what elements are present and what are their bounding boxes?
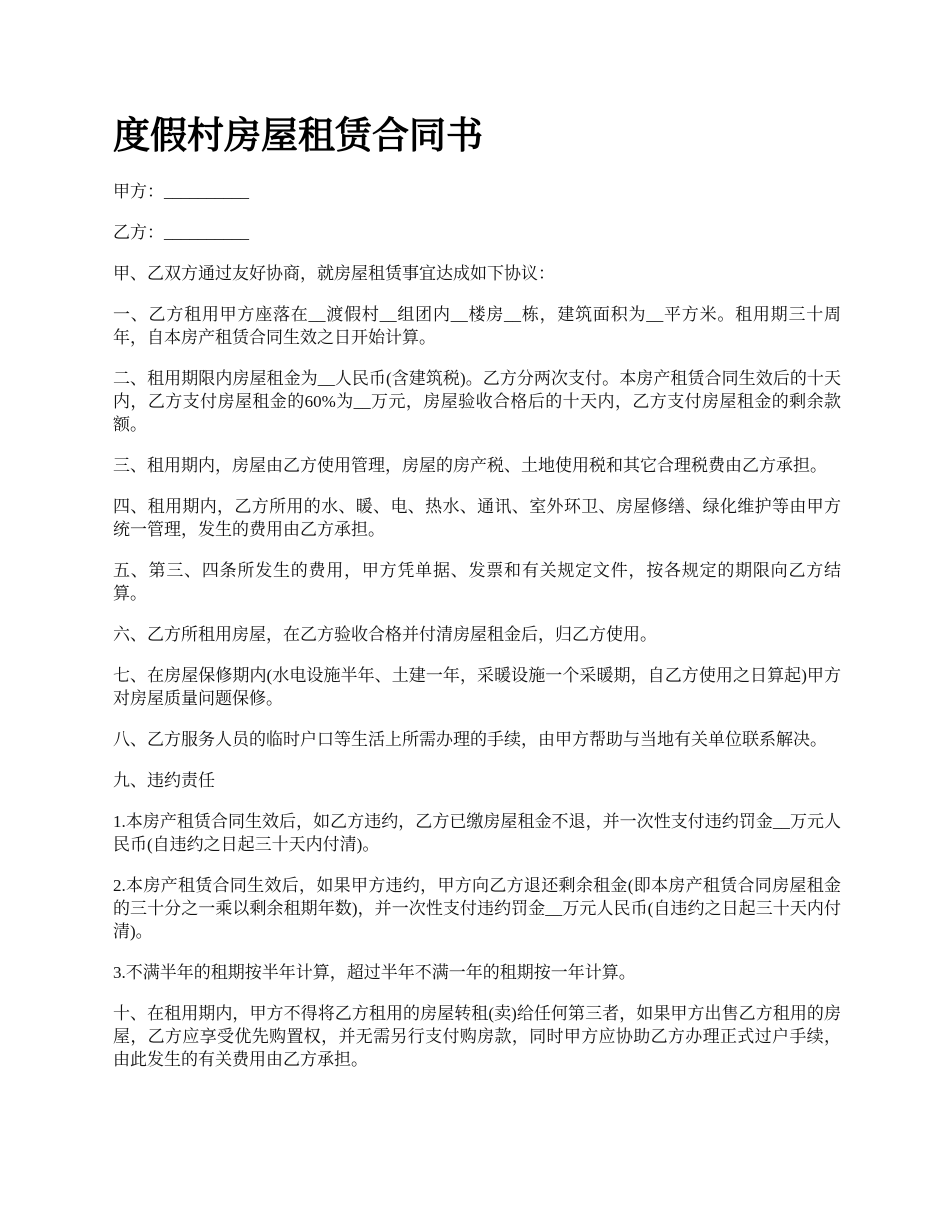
clause-9-item-1: 1.本房产租赁合同生效后，如乙方违约，乙方已缴房屋租金不退，并一次性支付违约罚金__万元人民币(自违约之日起三十天内付清)。 bbox=[113, 812, 841, 854]
clause-6: 六、乙方所租用房屋，在乙方验收合格并付清房屋租金后，归乙方使用。 bbox=[113, 625, 657, 644]
clause-9-item-3: 3.不满半年的租期按半年计算，超过半年不满一年的租期按一年计算。 bbox=[113, 963, 636, 982]
clause-10: 十、在租用期内，甲方不得将乙方租用的房屋转租(卖)给任何第三者，如果甲方出售乙方租用的房屋，乙方应享受优先购置权，并无需另行支付购房款，同时甲方应协助乙方办理正式过户手续，由此发生的有关费用由乙方承担。 bbox=[113, 1004, 841, 1069]
clause-5: 五、第三、四条所发生的费用，甲方凭单据、发票和有关规定文件，按各规定的期限向乙方结算。 bbox=[113, 561, 841, 603]
document-title: 度假村房屋租赁合同书 bbox=[113, 114, 483, 157]
clause-4: 四、租用期内，乙方所用的水、暖、电、热水、通讯、室外环卫、房屋修缮、绿化维护等由甲方统一管理，发生的费用由乙方承担。 bbox=[113, 497, 841, 539]
clause-7: 七、在房屋保修期内(水电设施半年、土建一年，采暖设施一个采暖期，自乙方使用之日算起)甲方对房屋质量问题保修。 bbox=[113, 666, 841, 708]
clause-2: 二、租用期限内房屋租金为__人民币(含建筑税)。乙方分两次支付。本房产租赁合同生效后的十天内，乙方支付房屋租金的60%为__万元，房屋验收合格后的十天内，乙方支付房屋租金的剩余款额。 bbox=[113, 369, 841, 434]
clause-8: 八、乙方服务人员的临时户口等生活上所需办理的手续，由甲方帮助与当地有关单位联系解决。 bbox=[113, 730, 827, 749]
clause-1: 一、乙方租用甲方座落在__渡假村__组团内__楼房__栋，建筑面积为__平方米。租用期三十周年，自本房产租赁合同生效之日开始计算。 bbox=[113, 305, 841, 347]
intro-paragraph: 甲、乙双方通过友好协商，就房屋租赁事宜达成如下协议： bbox=[113, 264, 555, 283]
clause-9-item-2: 2.本房产租赁合同生效后，如果甲方违约，甲方向乙方退还剩余租金(即本房产租赁合同房屋租金的三十分之一乘以剩余租期年数)，并一次性支付违约罚金__万元人民币(自违约之日起三十天内付清)。 bbox=[113, 876, 841, 941]
clause-9-heading: 九、违约责任 bbox=[113, 771, 215, 790]
party-b-line: 乙方：__________ bbox=[113, 223, 249, 242]
document-page bbox=[113, 108, 841, 1089]
party-a-line: 甲方：__________ bbox=[113, 182, 249, 201]
clause-3: 三、租用期内，房屋由乙方使用管理，房屋的房产税、土地使用税和其它合理税费由乙方承担。 bbox=[113, 456, 827, 475]
